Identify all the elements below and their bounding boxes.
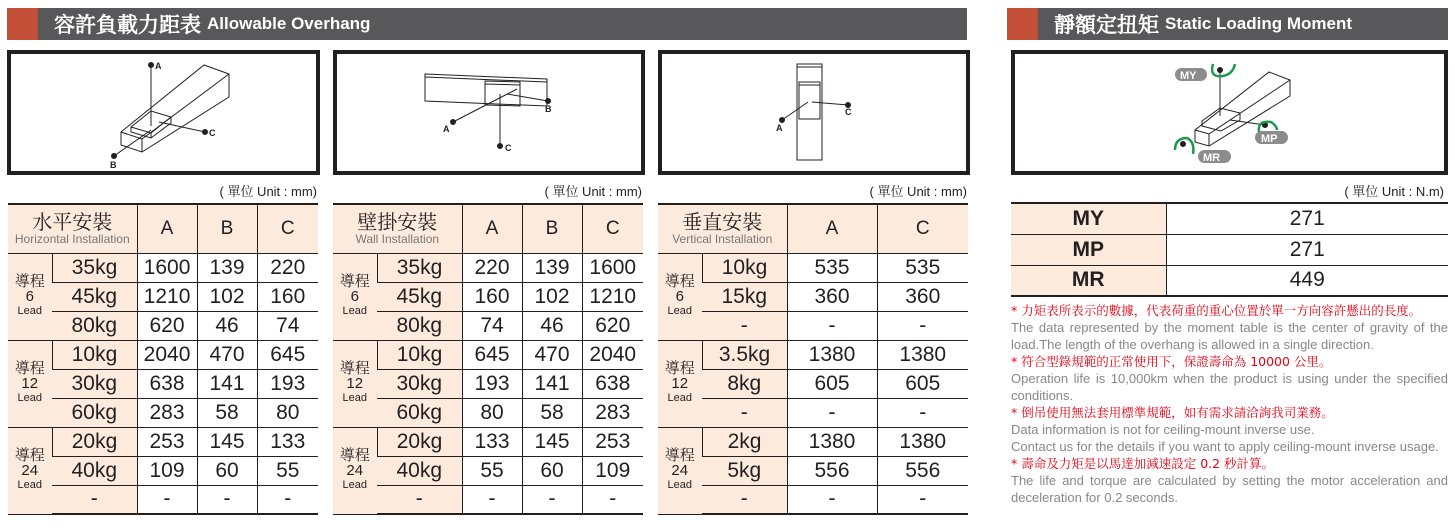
lead-label: 導程 [339,447,370,464]
value-cell: 160 [257,282,318,311]
svg-text:B: B [110,160,117,170]
lead-label: 導程 [14,273,45,290]
moment-value: 449 [1166,265,1448,296]
column-header: B [197,204,257,253]
lead-group-cell [333,340,377,427]
overhang-title-en: Allowable Overhang [207,14,371,33]
table-row [658,456,968,485]
table-row [8,282,318,311]
value-cell: - [877,311,968,340]
svg-text:MY: MY [1180,70,1197,82]
load-cell: 60kg [377,398,462,427]
table-row [658,398,968,427]
moment-section-header [1007,8,1448,40]
value-cell: 605 [787,369,877,398]
svg-text:B: B [545,104,552,114]
lead-group-cell [658,253,702,340]
column-header: A [787,204,877,253]
load-cell: 5kg [702,456,787,485]
installation-title-zh: 垂直安裝 [682,210,763,235]
value-cell: 283 [582,398,643,427]
value-cell: 80 [462,398,522,427]
moment-key: MR [1011,265,1166,296]
value-cell: 645 [462,340,522,369]
load-cell: - [702,398,787,427]
note-zh: * 壽命及力矩是以馬達加減速設定 0.2 秒計算。 [1011,456,1275,471]
installation-type-header [333,204,462,253]
value-cell: 1210 [582,282,643,311]
svg-text:MP: MP [1261,133,1278,145]
installation-title-en: Wall Installation [355,232,440,247]
load-cell: 30kg [377,369,462,398]
table-row [658,340,968,369]
value-cell: - [522,485,582,514]
lead-label: 導程 [339,360,370,377]
horizontal-diagram [7,50,320,175]
installation-title-zh: 水平安裝 [32,210,113,235]
value-cell: 55 [462,456,522,485]
installation-title-zh: 壁掛安裝 [357,210,438,235]
load-cell: - [702,311,787,340]
lead-label-en: Lead [342,305,367,317]
lead-label: 導程 [664,273,695,290]
unit-label: ( 單位 Unit : N.m) [1344,184,1444,199]
installation-type-header [658,204,787,253]
value-cell: 535 [877,253,968,282]
unit-label: ( 單位 Unit : mm) [219,184,317,199]
column-header: C [582,204,643,253]
value-cell: 638 [137,369,197,398]
lead-group-cell [8,340,52,427]
load-cell: 8kg [702,369,787,398]
load-cell: 20kg [52,427,137,456]
load-cell: 20kg [377,427,462,456]
svg-text:C: C [209,128,216,138]
svg-text:C: C [505,143,512,153]
installation-title-en: Horizontal Installation [14,232,130,247]
value-cell: 193 [257,369,318,398]
vertical-overhang-table [658,203,968,515]
table-row [8,369,318,398]
table-row [8,427,318,456]
column-header: A [462,204,522,253]
table-row [333,253,643,282]
value-cell: - [787,398,877,427]
table-row [333,398,643,427]
table-row [658,369,968,398]
load-cell: 80kg [377,311,462,340]
load-cell: 35kg [52,253,137,282]
table-row [333,369,643,398]
lead-label-en: Lead [667,479,692,491]
note-zh: * 力矩表所表示的數據，代表荷重的重心位置於單一方向容許懸出的長度。 [1011,303,1422,318]
value-cell: 220 [462,253,522,282]
moment-value: 271 [1166,234,1448,265]
unit-label: ( 單位 Unit : mm) [869,184,967,199]
value-cell: 80 [257,398,318,427]
value-cell: 605 [877,369,968,398]
table-row [8,398,318,427]
value-cell: 145 [197,427,257,456]
note-en: Data information is not for ceiling-mount inverse use. [1011,422,1315,437]
static-moment-table [1011,202,1448,297]
load-cell: 10kg [52,340,137,369]
moment-title-zh: 靜額定扭矩 [1054,13,1159,37]
value-cell: 74 [257,311,318,340]
value-cell: 145 [522,427,582,456]
value-cell: 220 [257,253,318,282]
load-cell: 60kg [52,398,137,427]
lead-label-en: Lead [342,392,367,404]
lead-label: 導程 [14,447,45,464]
note-zh: * 符合型錄規範的正常使用下，保證壽命為 10000 公里。 [1011,354,1332,369]
value-cell: 1380 [787,427,877,456]
accent-square [1007,8,1038,40]
table-row [333,282,643,311]
lead-group-cell [658,427,702,514]
value-cell: 1600 [582,253,643,282]
value-cell: 2040 [582,340,643,369]
value-cell: 102 [522,282,582,311]
value-cell: 556 [877,456,968,485]
table-row [1011,203,1448,234]
lead-label-en: Lead [667,305,692,317]
value-cell: 620 [137,311,197,340]
lead-label: 導程 [664,360,695,377]
load-cell: 45kg [52,282,137,311]
load-cell: - [377,485,462,514]
value-cell: 645 [257,340,318,369]
lead-label-en: Lead [342,479,367,491]
note-zh: * 倒吊使用無法套用標準規範，如有需求請洽詢我司業務。 [1011,405,1334,420]
value-cell: 253 [137,427,197,456]
svg-text:A: A [443,124,450,134]
table-header-row [8,204,318,253]
lead-value: 12 [21,375,39,392]
installation-type-header [8,204,137,253]
value-cell: 556 [787,456,877,485]
value-cell: 283 [137,398,197,427]
table-row [8,456,318,485]
svg-text:C: C [845,107,852,117]
moment-title-en: Static Loading Moment [1165,14,1352,33]
value-cell: 253 [582,427,643,456]
vertical-diagram [658,50,970,175]
note-en: Operation life is 10,000km when the product is using under the specified conditions. [1011,371,1448,403]
lead-value: 24 [346,462,364,479]
table-row [333,340,643,369]
table-row [333,456,643,485]
lead-value: 6 [675,288,684,305]
table-row [8,253,318,282]
value-cell: 133 [462,427,522,456]
value-cell: 139 [197,253,257,282]
lead-label-en: Lead [17,305,42,317]
lead-group-cell [658,340,702,427]
value-cell: 360 [787,282,877,311]
lead-label-en: Lead [667,392,692,404]
value-cell: 102 [197,282,257,311]
value-cell: 55 [257,456,318,485]
lead-value: 6 [25,288,34,305]
svg-text:A: A [776,123,783,133]
value-cell: - [257,485,318,514]
load-cell: 10kg [702,253,787,282]
lead-label-en: Lead [17,392,42,404]
value-cell: 535 [787,253,877,282]
lead-value: 6 [350,288,359,305]
load-cell: 45kg [377,282,462,311]
lead-value: 24 [671,462,689,479]
value-cell: 46 [197,311,257,340]
lead-value: 24 [21,462,39,479]
installation-title-en: Vertical Installation [672,232,773,247]
value-cell: 2040 [137,340,197,369]
column-header: C [257,204,318,253]
svg-text:A: A [155,61,162,71]
lead-group-cell [8,253,52,340]
table-row [658,253,968,282]
value-cell: - [877,485,968,514]
load-cell: - [52,485,137,514]
value-cell: - [787,311,877,340]
value-cell: 1380 [877,340,968,369]
value-cell: 141 [522,369,582,398]
value-cell: 58 [197,398,257,427]
lead-label: 導程 [664,447,695,464]
table-row [658,427,968,456]
lead-value: 12 [671,375,689,392]
value-cell: - [877,398,968,427]
horizontal-overhang-table [8,203,318,515]
value-cell: 141 [197,369,257,398]
moment-key: MY [1011,203,1166,234]
column-header: C [877,204,968,253]
lead-group-cell [333,253,377,340]
column-header: A [137,204,197,253]
table-row [1011,265,1448,296]
table-row [333,311,643,340]
value-cell: 60 [197,456,257,485]
value-cell: 360 [877,282,968,311]
value-cell: 1380 [877,427,968,456]
table-row [8,485,318,514]
lead-label: 導程 [339,273,370,290]
load-cell: 40kg [377,456,462,485]
table-header-row [658,204,968,253]
value-cell: 620 [582,311,643,340]
unit-label: ( 單位 Unit : mm) [544,184,642,199]
load-cell: 40kg [52,456,137,485]
value-cell: 470 [522,340,582,369]
value-cell: 1600 [137,253,197,282]
table-row [333,485,643,514]
value-cell: 60 [522,456,582,485]
load-cell: 15kg [702,282,787,311]
value-cell: 1380 [787,340,877,369]
load-cell: 80kg [52,311,137,340]
value-cell: 109 [582,456,643,485]
lead-group-cell [8,427,52,514]
value-cell: 160 [462,282,522,311]
table-row [333,427,643,456]
lead-label-en: Lead [17,479,42,491]
table-row [658,485,968,514]
lead-group-cell [333,427,377,514]
table-row [658,311,968,340]
value-cell: - [197,485,257,514]
value-cell: - [462,485,522,514]
value-cell: 109 [137,456,197,485]
value-cell: - [582,485,643,514]
value-cell: 1210 [137,282,197,311]
value-cell: 193 [462,369,522,398]
accent-square [7,8,38,40]
load-cell: 2kg [702,427,787,456]
load-cell: 10kg [377,340,462,369]
table-header-row [333,204,643,253]
table-row [658,282,968,311]
wall-overhang-table [333,203,643,515]
value-cell: 638 [582,369,643,398]
lead-value: 12 [346,375,364,392]
table-row [8,340,318,369]
notes [1011,302,1448,506]
value-cell: 46 [522,311,582,340]
table-row [8,311,318,340]
wall-diagram [333,50,645,175]
overhang-title-zh: 容許負載力距表 [54,13,201,37]
note-en: Contact us for the details if you want to apply ceiling-mount inverse usage. [1011,439,1439,454]
value-cell: - [137,485,197,514]
table-row [1011,234,1448,265]
lead-label: 導程 [14,360,45,377]
value-cell: 470 [197,340,257,369]
moment-value: 271 [1166,203,1448,234]
load-cell: - [702,485,787,514]
load-cell: 35kg [377,253,462,282]
column-header: B [522,204,582,253]
value-cell: - [787,485,877,514]
svg-text:MR: MR [1203,152,1221,164]
load-cell: 3.5kg [702,340,787,369]
overhang-section-header [7,8,967,40]
value-cell: 139 [522,253,582,282]
value-cell: 58 [522,398,582,427]
value-cell: 74 [462,311,522,340]
note-en: The life and torque are calculated by setting the motor acceleration and deceleration for 0.2 seconds. [1011,473,1448,505]
value-cell: 133 [257,427,318,456]
moment-diagram [1011,50,1448,175]
note-en: The data represented by the moment table is the center of gravity of the load.The length of the overhang is allowed in a single direction. [1011,320,1448,352]
load-cell: 30kg [52,369,137,398]
moment-key: MP [1011,234,1166,265]
